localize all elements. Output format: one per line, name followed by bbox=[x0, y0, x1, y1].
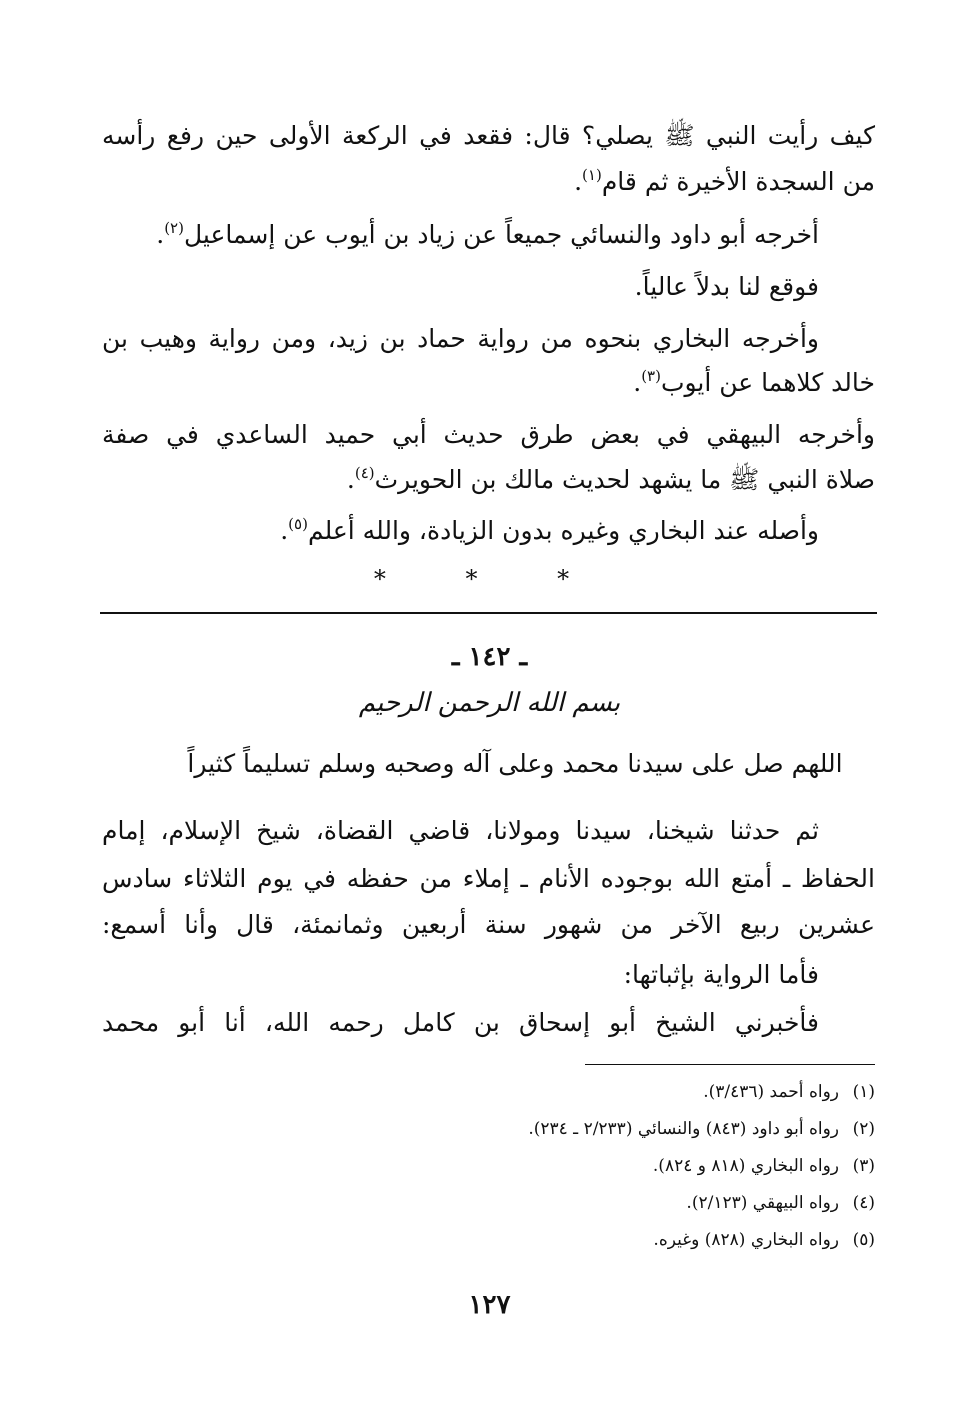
body-line-3: أخرجه أبو داود والنسائي جميعاً عن زياد بن أيوب عن إسماعيل$^{(٢)}$. bbox=[156, 219, 819, 249]
hadith-line-3: عشرين ربيع الآخر من شهور سنة أربعين وثمانمئة، قال وأنا أسمع: bbox=[102, 910, 875, 939]
hadith-number: ـ ١٤٢ ـ bbox=[451, 642, 528, 672]
body-line-9: وأصله عند البخاري وغيره بدون الزيادة، والله أعلم$^{(٥)}$. bbox=[280, 515, 819, 545]
body-line-5: وأخرجه البخاري بنحوه من رواية حماد بن زيد، ومن رواية وهيب بن bbox=[102, 324, 819, 353]
footnote-3: (٣)رواه البخاري (٨١٨ و ٨٢٤). bbox=[652, 1156, 875, 1176]
page-number: ١٢٧ bbox=[468, 1290, 511, 1320]
basmala: بسم الله الرحمن الرحيم bbox=[358, 688, 621, 718]
section-divider bbox=[100, 612, 877, 614]
hadith-line-5: فأخبرني الشيخ أبو إسحاق بن كامل رحمه الله، أنا أبو محمد bbox=[102, 1008, 819, 1037]
body-line-2: من السجدة الأخيرة ثم قام$^{(١)}$. bbox=[574, 166, 875, 196]
hadith-line-4: فأما الرواية بإثباتها: bbox=[623, 960, 819, 989]
section-stars: * * * bbox=[373, 565, 606, 593]
footnote-ref-2: (٢) bbox=[164, 219, 184, 237]
footnote-ref-1: (١) bbox=[582, 166, 602, 184]
footnote-4: (٤)رواه البيهقي (٢/١٢٣). bbox=[686, 1193, 875, 1213]
footnote-2: (٢)رواه أبو داود (٨٤٣) والنسائي (٢/٢٣٣ ـ ٢٣٤). bbox=[528, 1119, 875, 1139]
body-line-8: صلاة النبي ﷺ ما يشهد لحديث مالك بن الحويرث$^{(٤)}$. bbox=[346, 464, 875, 494]
footnote-ref-3: (٣) bbox=[641, 367, 661, 385]
hadith-line-1: ثم حدثنا شيخنا، سيدنا ومولانا، قاضي القضاة، شيخ الإسلام، إمام bbox=[102, 816, 820, 845]
footnote-5: (٥)رواه البخاري (٨٢٨) وغيره. bbox=[653, 1230, 875, 1250]
body-line-4: فوقع لنا بدلاً عالياً. bbox=[634, 272, 819, 301]
salawat-line: اللهم صل على سيدنا محمد وعلى آله وصحبه وسلم تسليماً كثيراً bbox=[187, 749, 843, 778]
body-line-6: خالد كلاهما عن أيوب$^{(٣)}$. bbox=[633, 367, 875, 397]
footnote-rule bbox=[585, 1064, 875, 1065]
body-line-7: وأخرجه البيهقي في بعض طرق حديث أبي حميد الساعدي في صفة bbox=[102, 420, 875, 449]
hadith-line-2: الحفاظ ـ أمتع الله بوجوده الأنام ـ إملاء من حفظه في يوم الثلاثاء سادس bbox=[102, 864, 875, 893]
footnote-ref-5: (٥) bbox=[288, 515, 308, 533]
footnote-1: (١)رواه أحمد (٣/٤٣٦). bbox=[703, 1082, 875, 1102]
footnote-ref-4: (٤) bbox=[354, 464, 375, 482]
body-line-1: كيف رأيت النبي ﷺ يصلي؟ قال: فقعد في الركعة الأولى حين رفع رأسه bbox=[102, 121, 875, 150]
